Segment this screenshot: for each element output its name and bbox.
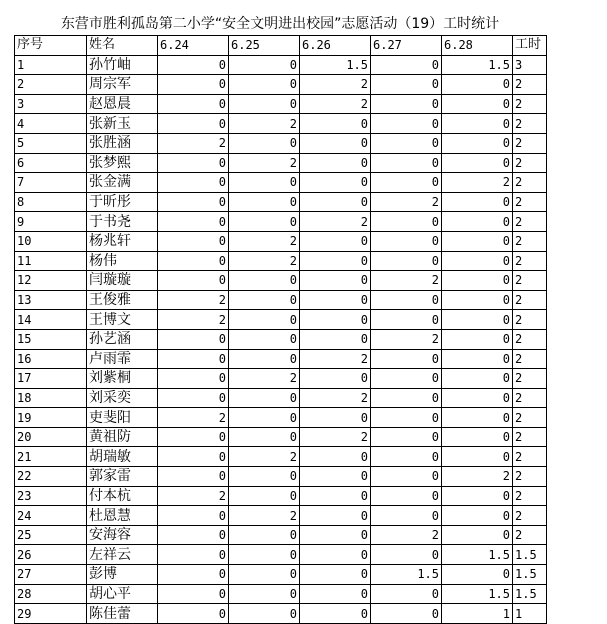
cell-day-6-28[interactable]: 0 (442, 212, 513, 232)
cell-day-6-25[interactable]: 2 (229, 153, 300, 173)
header-cell-day-6-27[interactable]: 6.27 (371, 36, 442, 56)
cell-day-6-24[interactable]: 2 (158, 310, 229, 330)
cell-index[interactable]: 14 (15, 310, 87, 330)
hours-table (14, 35, 547, 624)
cell-day-6-28[interactable]: 0 (442, 94, 513, 114)
cell-name[interactable]: 于书尧 (87, 212, 158, 232)
cell-day-6-25[interactable]: 0 (229, 388, 300, 408)
cell-day-6-25[interactable]: 2 (229, 506, 300, 526)
cell-day-6-27[interactable]: 0 (371, 604, 442, 624)
cell-day-6-26[interactable]: 2 (300, 349, 371, 369)
cell-name[interactable]: 张金满 (87, 173, 158, 193)
cell-day-6-27[interactable]: 0 (371, 486, 442, 506)
cell-name[interactable]: 张梦熙 (87, 153, 158, 173)
cell-index[interactable]: 17 (15, 369, 87, 389)
cell-day-6-24[interactable]: 0 (158, 271, 229, 291)
cell-day-6-24[interactable]: 0 (158, 427, 229, 447)
cell-day-6-26[interactable]: 0 (300, 271, 371, 291)
cell-day-6-24[interactable]: 0 (158, 506, 229, 526)
table-row (15, 133, 547, 153)
cell-day-6-28[interactable]: 1.5 (442, 545, 513, 565)
table-row (15, 565, 547, 585)
cell-name[interactable]: 孙竹岫 (87, 55, 158, 75)
cell-total-hours[interactable]: 2 (513, 231, 547, 251)
cell-name[interactable]: 陈佳蕾 (87, 604, 158, 624)
table-row (15, 153, 547, 173)
cell-day-6-24[interactable]: 2 (158, 408, 229, 428)
cell-day-6-26[interactable]: 0 (300, 173, 371, 193)
cell-index[interactable]: 15 (15, 329, 87, 349)
cell-day-6-24[interactable]: 0 (158, 584, 229, 604)
cell-day-6-24[interactable]: 0 (158, 604, 229, 624)
cell-day-6-24[interactable]: 0 (158, 525, 229, 545)
cell-name[interactable]: 张新玉 (87, 114, 158, 134)
cell-index[interactable]: 16 (15, 349, 87, 369)
cell-day-6-26[interactable]: 2 (300, 427, 371, 447)
cell-day-6-25[interactable]: 2 (229, 251, 300, 271)
table-row (15, 310, 547, 330)
cell-day-6-28[interactable]: 0 (442, 388, 513, 408)
cell-day-6-25[interactable]: 0 (229, 565, 300, 585)
cell-day-6-26[interactable]: 0 (300, 231, 371, 251)
table-row (15, 75, 547, 95)
cell-day-6-24[interactable]: 0 (158, 212, 229, 232)
cell-day-6-24[interactable]: 0 (158, 388, 229, 408)
cell-day-6-27[interactable]: 2 (371, 271, 442, 291)
cell-day-6-27[interactable]: 0 (371, 408, 442, 428)
cell-day-6-26[interactable]: 0 (300, 133, 371, 153)
cell-day-6-27[interactable]: 0 (371, 173, 442, 193)
cell-day-6-27[interactable]: 0 (371, 388, 442, 408)
cell-day-6-28[interactable]: 0 (442, 290, 513, 310)
table-row (15, 55, 547, 75)
cell-day-6-24[interactable]: 0 (158, 75, 229, 95)
cell-index[interactable]: 22 (15, 467, 87, 487)
table-row (15, 584, 547, 604)
cell-name[interactable]: 安海容 (87, 525, 158, 545)
cell-index[interactable]: 28 (15, 584, 87, 604)
cell-total-hours[interactable]: 2 (513, 153, 547, 173)
table-row (15, 173, 547, 193)
cell-name[interactable]: 刘采奕 (87, 388, 158, 408)
cell-index[interactable]: 11 (15, 251, 87, 271)
cell-day-6-26[interactable]: 0 (300, 192, 371, 212)
table-row (15, 349, 547, 369)
cell-day-6-25[interactable]: 0 (229, 310, 300, 330)
cell-total-hours[interactable]: 2 (513, 525, 547, 545)
cell-total-hours[interactable]: 2 (513, 173, 547, 193)
cell-day-6-28[interactable]: 0 (442, 133, 513, 153)
cell-day-6-28[interactable]: 0 (442, 114, 513, 134)
cell-total-hours[interactable]: 2 (513, 251, 547, 271)
cell-index[interactable]: 10 (15, 231, 87, 251)
cell-day-6-26[interactable]: 0 (300, 369, 371, 389)
cell-day-6-24[interactable]: 0 (158, 467, 229, 487)
cell-index[interactable]: 6 (15, 153, 87, 173)
cell-day-6-27[interactable]: 0 (371, 55, 442, 75)
cell-day-6-28[interactable]: 0 (442, 271, 513, 291)
table-row (15, 467, 547, 487)
cell-name[interactable]: 杨兆轩 (87, 231, 158, 251)
cell-index[interactable]: 29 (15, 604, 87, 624)
header-cell-day-6-26[interactable]: 6.26 (300, 36, 371, 56)
table-row (15, 388, 547, 408)
sheet-title: 东营市胜利孤岛第二小学“安全文明进出校园”志愿活动（19）工时统计 (60, 16, 500, 32)
cell-day-6-28[interactable]: 0 (442, 447, 513, 467)
cell-day-6-26[interactable]: 0 (300, 153, 371, 173)
cell-index[interactable]: 2 (15, 75, 87, 95)
table-row (15, 290, 547, 310)
cell-day-6-27[interactable]: 0 (371, 94, 442, 114)
table-row (15, 427, 547, 447)
cell-day-6-24[interactable]: 0 (158, 369, 229, 389)
cell-day-6-28[interactable]: 0 (442, 565, 513, 585)
cell-day-6-28[interactable]: 0 (442, 231, 513, 251)
cell-day-6-27[interactable]: 0 (371, 114, 442, 134)
cell-name[interactable]: 闫璇璇 (87, 271, 158, 291)
cell-index[interactable]: 27 (15, 565, 87, 585)
cell-day-6-27[interactable]: 0 (371, 545, 442, 565)
table-row (15, 506, 547, 526)
cell-total-hours[interactable]: 1.5 (513, 565, 547, 585)
table-row (15, 251, 547, 271)
cell-name[interactable]: 王俊雅 (87, 290, 158, 310)
cell-day-6-27[interactable]: 0 (371, 506, 442, 526)
cell-name[interactable]: 彭博 (87, 565, 158, 585)
cell-index[interactable]: 9 (15, 212, 87, 232)
cell-day-6-27[interactable]: 0 (371, 75, 442, 95)
cell-day-6-26[interactable]: 0 (300, 290, 371, 310)
cell-name[interactable]: 杜恩慧 (87, 506, 158, 526)
cell-day-6-26[interactable]: 0 (300, 467, 371, 487)
cell-day-6-28[interactable]: 0 (442, 192, 513, 212)
cell-name[interactable]: 付本杭 (87, 486, 158, 506)
table-row (15, 114, 547, 134)
cell-day-6-28[interactable]: 0 (442, 408, 513, 428)
cell-name[interactable]: 赵恩晨 (87, 94, 158, 114)
cell-day-6-25[interactable]: 2 (229, 447, 300, 467)
cell-day-6-25[interactable]: 0 (229, 133, 300, 153)
cell-day-6-27[interactable]: 0 (371, 427, 442, 447)
cell-total-hours[interactable]: 2 (513, 486, 547, 506)
cell-day-6-27[interactable]: 0 (371, 251, 442, 271)
cell-index[interactable]: 1 (15, 55, 87, 75)
table-row (15, 604, 547, 624)
cell-day-6-28[interactable]: 0 (442, 251, 513, 271)
table-row (15, 408, 547, 428)
cell-day-6-25[interactable]: 0 (229, 94, 300, 114)
cell-name[interactable]: 于昕彤 (87, 192, 158, 212)
cell-index[interactable]: 7 (15, 173, 87, 193)
cell-day-6-26[interactable]: 0 (300, 584, 371, 604)
cell-day-6-26[interactable]: 0 (300, 310, 371, 330)
table-row (15, 94, 547, 114)
cell-day-6-25[interactable]: 0 (229, 486, 300, 506)
table-row (15, 192, 547, 212)
cell-day-6-25[interactable]: 0 (229, 525, 300, 545)
cell-day-6-24[interactable]: 0 (158, 173, 229, 193)
cell-name[interactable]: 王博文 (87, 310, 158, 330)
table-row (15, 231, 547, 251)
cell-day-6-25[interactable]: 0 (229, 584, 300, 604)
cell-day-6-24[interactable]: 0 (158, 114, 229, 134)
cell-index[interactable]: 3 (15, 94, 87, 114)
cell-name[interactable]: 胡心平 (87, 584, 158, 604)
cell-day-6-26[interactable]: 0 (300, 604, 371, 624)
cell-total-hours[interactable]: 2 (513, 408, 547, 428)
table-row (15, 212, 547, 232)
cell-index[interactable]: 5 (15, 133, 87, 153)
cell-name[interactable]: 卢雨霏 (87, 349, 158, 369)
cell-total-hours[interactable]: 3 (513, 55, 547, 75)
cell-day-6-26[interactable]: 0 (300, 486, 371, 506)
table-row (15, 271, 547, 291)
cell-day-6-27[interactable]: 0 (371, 349, 442, 369)
cell-total-hours[interactable]: 2 (513, 271, 547, 291)
cell-index[interactable]: 24 (15, 506, 87, 526)
cell-day-6-28[interactable]: 0 (442, 349, 513, 369)
cell-day-6-26[interactable]: 2 (300, 212, 371, 232)
table-row (15, 525, 547, 545)
cell-day-6-28[interactable]: 1.5 (442, 55, 513, 75)
cell-day-6-25[interactable]: 0 (229, 408, 300, 428)
cell-day-6-25[interactable]: 0 (229, 212, 300, 232)
cell-day-6-27[interactable]: 2 (371, 192, 442, 212)
cell-total-hours[interactable]: 2 (513, 310, 547, 330)
cell-total-hours[interactable]: 2 (513, 290, 547, 310)
cell-day-6-28[interactable]: 2 (442, 467, 513, 487)
cell-day-6-25[interactable]: 2 (229, 114, 300, 134)
cell-day-6-24[interactable]: 0 (158, 153, 229, 173)
header-cell-day-6-28[interactable]: 6.28 (442, 36, 513, 56)
cell-name[interactable]: 张胜涵 (87, 133, 158, 153)
cell-day-6-27[interactable]: 2 (371, 329, 442, 349)
cell-day-6-26[interactable]: 0 (300, 447, 371, 467)
cell-day-6-28[interactable]: 0 (442, 75, 513, 95)
cell-total-hours[interactable]: 2 (513, 212, 547, 232)
cell-day-6-25[interactable]: 0 (229, 75, 300, 95)
cell-day-6-24[interactable]: 2 (158, 133, 229, 153)
cell-day-6-28[interactable]: 1.5 (442, 584, 513, 604)
cell-name[interactable]: 杨伟 (87, 251, 158, 271)
cell-name[interactable]: 郭家雷 (87, 467, 158, 487)
cell-day-6-27[interactable]: 0 (371, 153, 442, 173)
cell-day-6-24[interactable]: 0 (158, 55, 229, 75)
header-cell-day-6-24[interactable]: 6.24 (158, 36, 229, 56)
cell-day-6-26[interactable]: 0 (300, 408, 371, 428)
cell-index[interactable]: 13 (15, 290, 87, 310)
cell-day-6-26[interactable]: 0 (300, 506, 371, 526)
cell-day-6-27[interactable]: 0 (371, 369, 442, 389)
cell-day-6-28[interactable]: 1 (442, 604, 513, 624)
cell-name[interactable]: 左祥云 (87, 545, 158, 565)
cell-day-6-27[interactable]: 0 (371, 310, 442, 330)
header-cell-day-6-25[interactable]: 6.25 (229, 36, 300, 56)
cell-day-6-25[interactable]: 0 (229, 467, 300, 487)
cell-day-6-28[interactable]: 0 (442, 369, 513, 389)
cell-name[interactable]: 吏斐阳 (87, 408, 158, 428)
cell-index[interactable]: 18 (15, 388, 87, 408)
cell-day-6-26[interactable]: 1.5 (300, 55, 371, 75)
cell-day-6-26[interactable]: 0 (300, 329, 371, 349)
cell-total-hours[interactable]: 2 (513, 349, 547, 369)
cell-day-6-25[interactable]: 0 (229, 329, 300, 349)
cell-day-6-28[interactable]: 0 (442, 153, 513, 173)
cell-day-6-26[interactable]: 0 (300, 525, 371, 545)
cell-index[interactable]: 19 (15, 408, 87, 428)
cell-name[interactable]: 胡瑞敏 (87, 447, 158, 467)
cell-day-6-24[interactable]: 2 (158, 290, 229, 310)
cell-day-6-24[interactable]: 0 (158, 545, 229, 565)
cell-name[interactable]: 刘紫桐 (87, 369, 158, 389)
cell-day-6-25[interactable]: 0 (229, 290, 300, 310)
cell-day-6-26[interactable]: 0 (300, 545, 371, 565)
cell-total-hours[interactable]: 1 (513, 604, 547, 624)
cell-index[interactable]: 23 (15, 486, 87, 506)
cell-day-6-25[interactable]: 0 (229, 55, 300, 75)
cell-day-6-24[interactable]: 0 (158, 94, 229, 114)
cell-total-hours[interactable]: 1.5 (513, 545, 547, 565)
cell-total-hours[interactable]: 2 (513, 329, 547, 349)
cell-index[interactable]: 20 (15, 427, 87, 447)
cell-total-hours[interactable]: 1.5 (513, 584, 547, 604)
cell-total-hours[interactable]: 2 (513, 114, 547, 134)
cell-day-6-25[interactable]: 0 (229, 427, 300, 447)
cell-day-6-28[interactable]: 0 (442, 427, 513, 447)
table-row (15, 329, 547, 349)
cell-day-6-25[interactable]: 0 (229, 271, 300, 291)
cell-day-6-28[interactable]: 0 (442, 506, 513, 526)
cell-day-6-26[interactable]: 2 (300, 75, 371, 95)
cell-day-6-28[interactable]: 0 (442, 310, 513, 330)
cell-day-6-24[interactable]: 0 (158, 349, 229, 369)
cell-day-6-24[interactable]: 0 (158, 565, 229, 585)
cell-day-6-27[interactable]: 0 (371, 231, 442, 251)
cell-index[interactable]: 4 (15, 114, 87, 134)
cell-day-6-25[interactable]: 0 (229, 173, 300, 193)
table-row (15, 545, 547, 565)
cell-day-6-28[interactable]: 0 (442, 329, 513, 349)
cell-name[interactable]: 孙艺涵 (87, 329, 158, 349)
cell-day-6-24[interactable]: 0 (158, 231, 229, 251)
spreadsheet (14, 14, 546, 624)
header-cell-index[interactable]: 序号 (15, 36, 87, 56)
cell-day-6-24[interactable]: 0 (158, 192, 229, 212)
cell-day-6-24[interactable]: 0 (158, 329, 229, 349)
cell-day-6-25[interactable]: 0 (229, 192, 300, 212)
header-cell-name[interactable]: 姓名 (87, 36, 158, 56)
cell-day-6-25[interactable]: 2 (229, 231, 300, 251)
cell-total-hours[interactable]: 2 (513, 133, 547, 153)
cell-index[interactable]: 12 (15, 271, 87, 291)
cell-day-6-26[interactable]: 0 (300, 114, 371, 134)
table-row (15, 486, 547, 506)
cell-day-6-24[interactable]: 0 (158, 447, 229, 467)
cell-day-6-28[interactable]: 0 (442, 525, 513, 545)
cell-day-6-27[interactable]: 0 (371, 467, 442, 487)
table-row (15, 369, 547, 389)
table-row (15, 447, 547, 467)
cell-day-6-24[interactable]: 2 (158, 486, 229, 506)
cell-name[interactable]: 周宗军 (87, 75, 158, 95)
cell-day-6-27[interactable]: 1.5 (371, 565, 442, 585)
cell-total-hours[interactable]: 2 (513, 192, 547, 212)
cell-day-6-26[interactable]: 0 (300, 565, 371, 585)
cell-day-6-26[interactable]: 2 (300, 94, 371, 114)
cell-day-6-26[interactable]: 0 (300, 251, 371, 271)
cell-total-hours[interactable]: 2 (513, 467, 547, 487)
cell-total-hours[interactable]: 2 (513, 94, 547, 114)
cell-day-6-25[interactable]: 0 (229, 545, 300, 565)
cell-total-hours[interactable]: 2 (513, 369, 547, 389)
cell-day-6-27[interactable]: 0 (371, 584, 442, 604)
cell-index[interactable]: 25 (15, 525, 87, 545)
cell-name[interactable]: 黄祖防 (87, 427, 158, 447)
cell-day-6-25[interactable]: 0 (229, 604, 300, 624)
cell-index[interactable]: 21 (15, 447, 87, 467)
cell-day-6-27[interactable]: 0 (371, 133, 442, 153)
cell-day-6-26[interactable]: 2 (300, 388, 371, 408)
cell-day-6-25[interactable]: 2 (229, 369, 300, 389)
cell-index[interactable]: 8 (15, 192, 87, 212)
cell-total-hours[interactable]: 2 (513, 75, 547, 95)
cell-total-hours[interactable]: 2 (513, 388, 547, 408)
cell-day-6-27[interactable]: 0 (371, 290, 442, 310)
cell-day-6-27[interactable]: 2 (371, 525, 442, 545)
cell-total-hours[interactable]: 2 (513, 506, 547, 526)
cell-day-6-27[interactable]: 0 (371, 212, 442, 232)
cell-day-6-24[interactable]: 0 (158, 251, 229, 271)
cell-day-6-28[interactable]: 0 (442, 486, 513, 506)
cell-total-hours[interactable]: 2 (513, 447, 547, 467)
cell-day-6-28[interactable]: 2 (442, 173, 513, 193)
header-row (15, 36, 547, 56)
cell-day-6-25[interactable]: 0 (229, 349, 300, 369)
cell-total-hours[interactable]: 2 (513, 427, 547, 447)
cell-index[interactable]: 26 (15, 545, 87, 565)
header-cell-total-hours[interactable]: 工时 (513, 36, 547, 56)
cell-day-6-27[interactable]: 0 (371, 447, 442, 467)
